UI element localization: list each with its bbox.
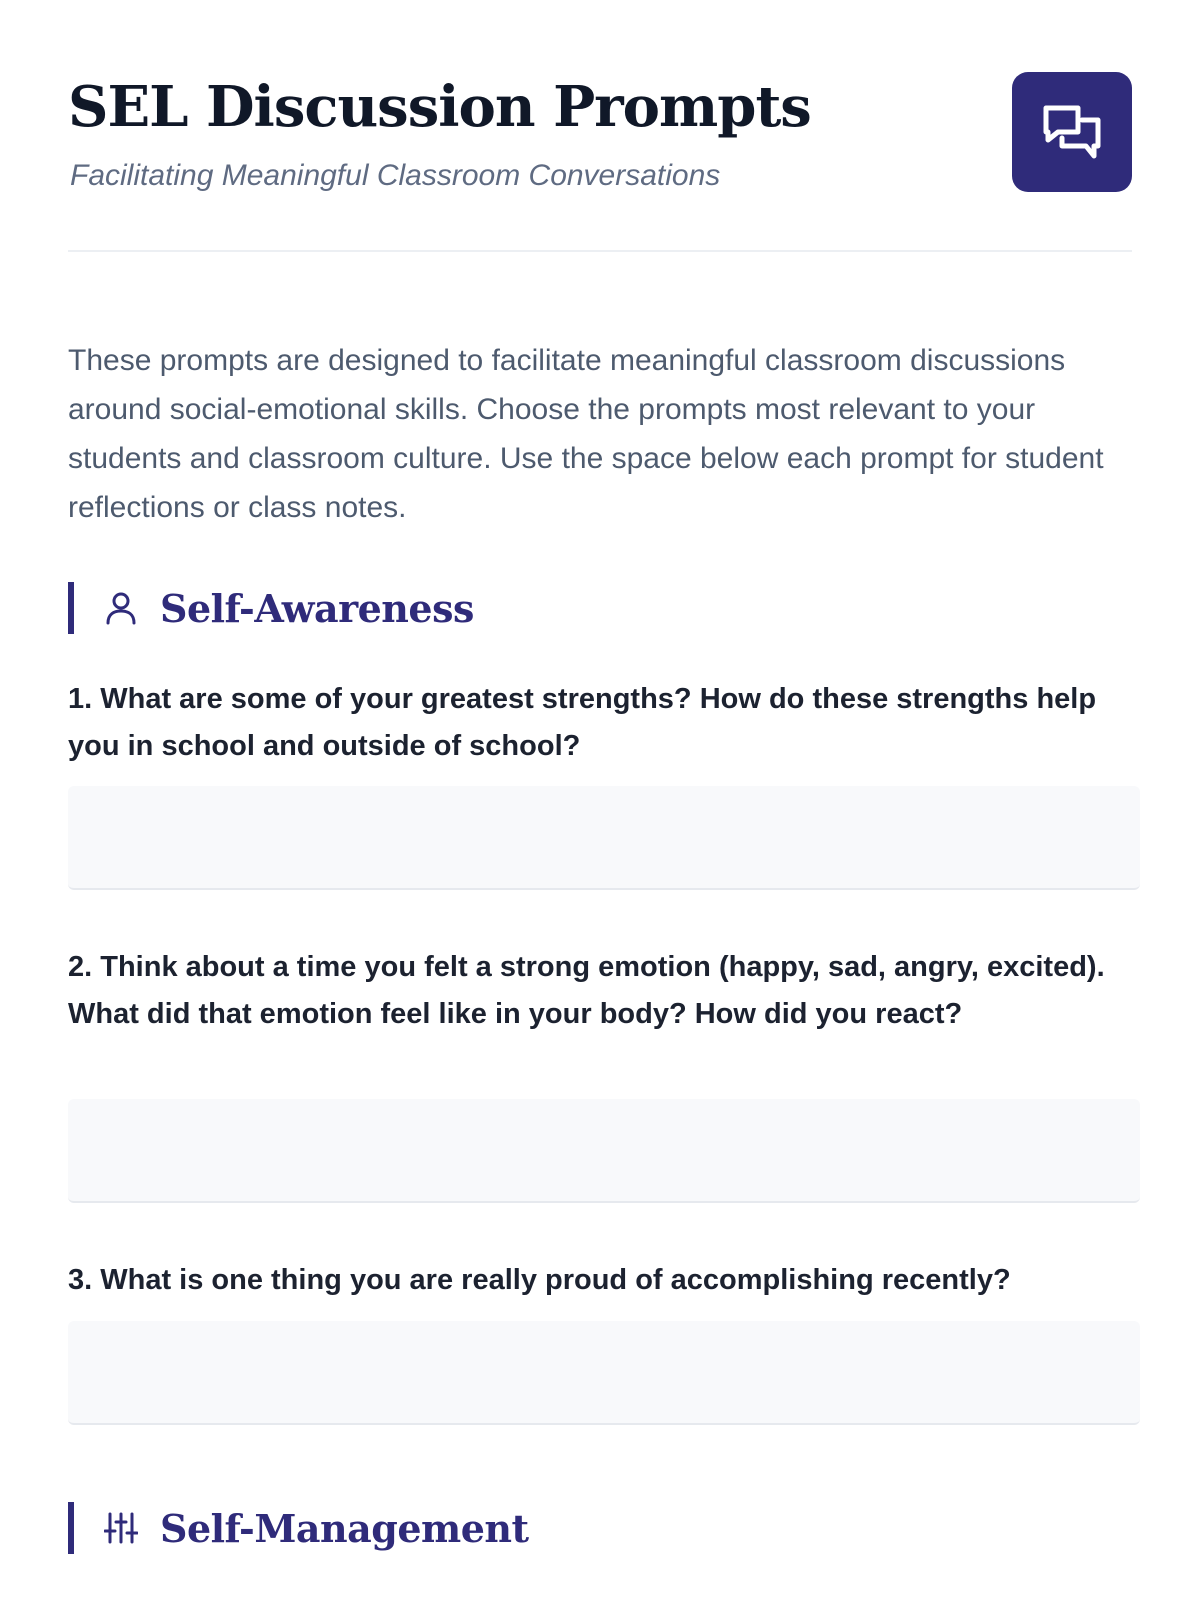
section-heading-self-management	[68, 1502, 529, 1554]
answer-area[interactable]	[68, 1321, 1140, 1425]
section-title: Self-Management	[160, 1505, 529, 1551]
intro-paragraph: These prompts are designed to facilitate meaningful classroom discussions around social-emotional skills. Choose the prompts most relevant to your students and classroom culture. Use the space below each prompt for student reflections or class notes.	[68, 344, 1104, 524]
prompt-question: 2. Think about a time you felt a strong emotion (happy, sad, angry, excited). What did that emotion feel like in your body? How did you react?	[68, 951, 1105, 1030]
answer-area[interactable]	[68, 1099, 1140, 1203]
answer-area[interactable]	[68, 786, 1140, 890]
page-title: SEL Discussion Prompts	[68, 74, 811, 140]
page-subtitle: Facilitating Meaningful Classroom Conversations	[70, 159, 721, 192]
prompt-question: 1. What are some of your greatest strengths? How do these strengths help you in school and outside of school?	[68, 683, 1097, 762]
document-header	[68, 0, 1132, 252]
section-title: Self-Awareness	[160, 585, 474, 631]
section-heading-self-awareness	[68, 582, 474, 634]
prompt-question: 3. What is one thing you are really proud of accomplishing recently?	[68, 1264, 1011, 1296]
sliders-icon	[104, 1511, 138, 1545]
user-icon	[104, 591, 138, 625]
logo-badge	[1012, 72, 1132, 192]
chat-bubbles-icon	[1040, 100, 1104, 164]
